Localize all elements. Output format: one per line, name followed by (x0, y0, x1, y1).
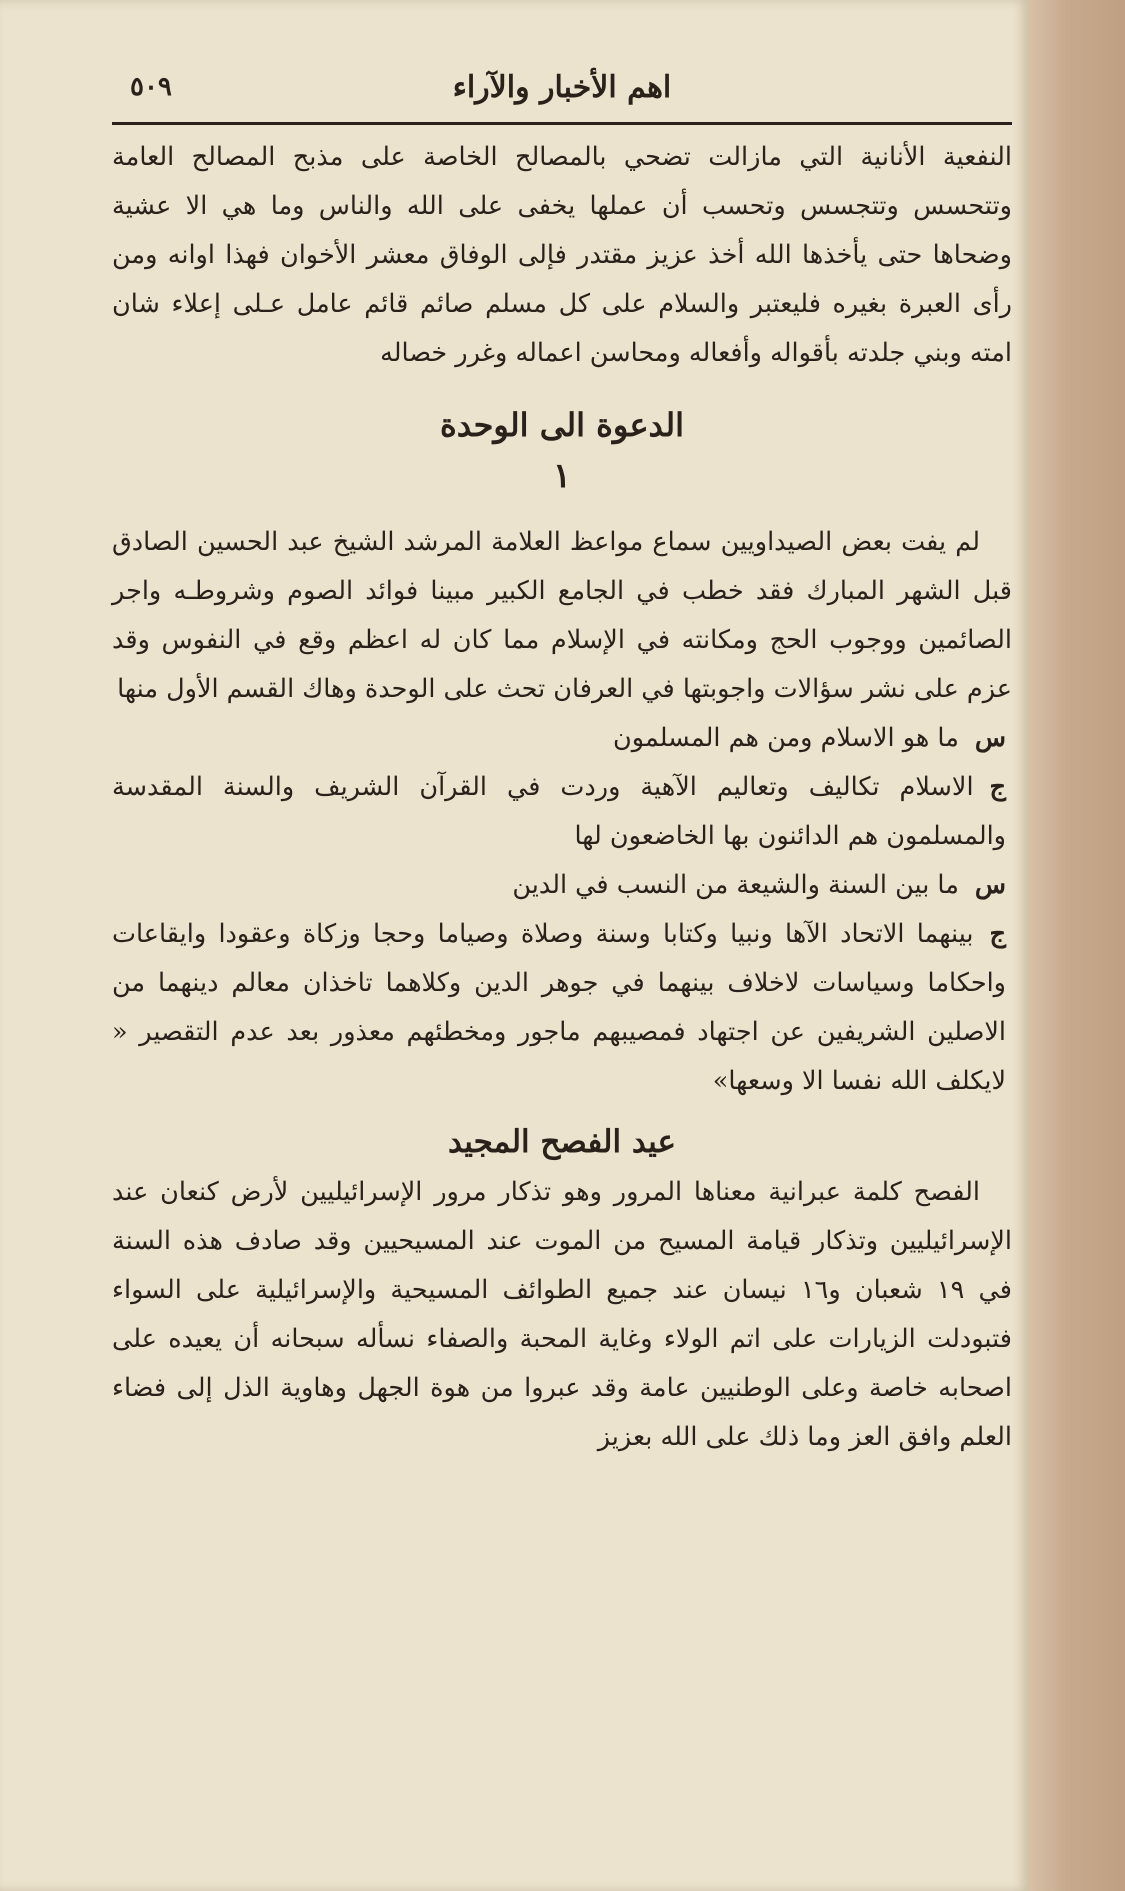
qa-question (112, 861, 1012, 910)
page-content (112, 60, 1012, 1462)
page-header (112, 60, 1012, 116)
page-number: ٥٠٩ (130, 72, 172, 102)
qa-answer (112, 910, 1012, 1106)
intro-paragraph: النفعية الأنانية التي مازالت تضحي بالمصالح الخاصة على مذبح المصالح العامة وتتحسس وتتجسس وتحسب أن عملها يخفى على الله والناس وما هي الا عشية وضحاها حتى يأخذها الله أخذ عزيز مقتدر فإلى الوفاق معشر الأخوان فهذا اوانه ومن رأى العبرة بغيره فليعتبر والسلام على كل مسلم صائم قائم عامل عـلى إعلاء شان امته وبني جلدته بأقواله وأفعاله ومحاسن اعماله وغرر خصاله (112, 142, 1012, 368)
question-marker: س (974, 870, 1006, 900)
question-text: ما هو الاسلام ومن هم المسلمون (613, 723, 959, 753)
header-rule (112, 122, 1012, 125)
answer-marker: ج (989, 772, 1006, 802)
section-number: ١ (552, 456, 572, 496)
easter-paragraph: الفصح كلمة عبرانية معناها المرور وهو تذكار مرور الإسرائيليين لأرض كنعان عند الإسرائيليين وتذكار قيامة المسيح من الموت عند المسيحيين وقد صادف هذه السنة في ١٩ شعبان و١٦ نيسان عند جميع الطوائف المسيحية والإسرائيلية على السواء فتبودلت الزيارات على اتم الولاء وغاية المحبة والصفاء نسأله سبحانه أن يعيده على اصحابه خاصة وعلى الوطنيين عامة وقد عبروا من هوة الجهل وهاوية الذل إلى فضاء العلم وافق العز وما ذلك على الله بعزيز (112, 1177, 1012, 1452)
page-edge-background (1028, 0, 1125, 1891)
answer-text: الاسلام تكاليف وتعاليم الآهية وردت في القرآن الشريف والسنة المقدسة والمسلمون هم الدائنون بها الخاضعون لها (112, 772, 1006, 851)
question-text: ما بين السنة والشيعة من النسب في الدين (512, 870, 959, 900)
running-title: اهم الأخبار والآراء (452, 70, 672, 105)
answer-text: بينهما الاتحاد الآها ونبيا وكتابا وسنة وصلاة وصياما وحجا وزكاة وعقودا وايقاعات واحكاما وسياسات لاخلاف بينهما في جوهر الدين وكلاهما تاخذان معالم دينهما من الاصلين الشريفين عن اجتهاد فمصيبهم ماجور ومخطئهم معذور بعد عدم التقصير « لايكلف الله نفسا الا وسعها» (112, 919, 1006, 1096)
qa-question (112, 714, 1012, 763)
question-marker: س (974, 723, 1006, 753)
answer-marker: ج (989, 919, 1006, 949)
unity-paragraph: لم يفت بعض الصيداويين سماع مواعظ العلامة المرشد الشيخ عبد الحسين الصادق قبل الشهر المبارك فقد خطب في الجامع الكبير مبينا فوائد الصوم وشروطـه واجر الصائمين ووجوب الحج ومكانته في الإسلام مما كان له اعظم وقع في النفوس وقد عزم على نشر سؤالات واجوبتها في العرفان تحث على الوحدة وهاك القسم الأول منها (112, 527, 1012, 704)
section-title-unity: الدعوة الى الوحدة (440, 406, 684, 444)
qa-answer (112, 763, 1012, 861)
section-title-easter: عيد الفصح المجيد (448, 1124, 676, 1160)
